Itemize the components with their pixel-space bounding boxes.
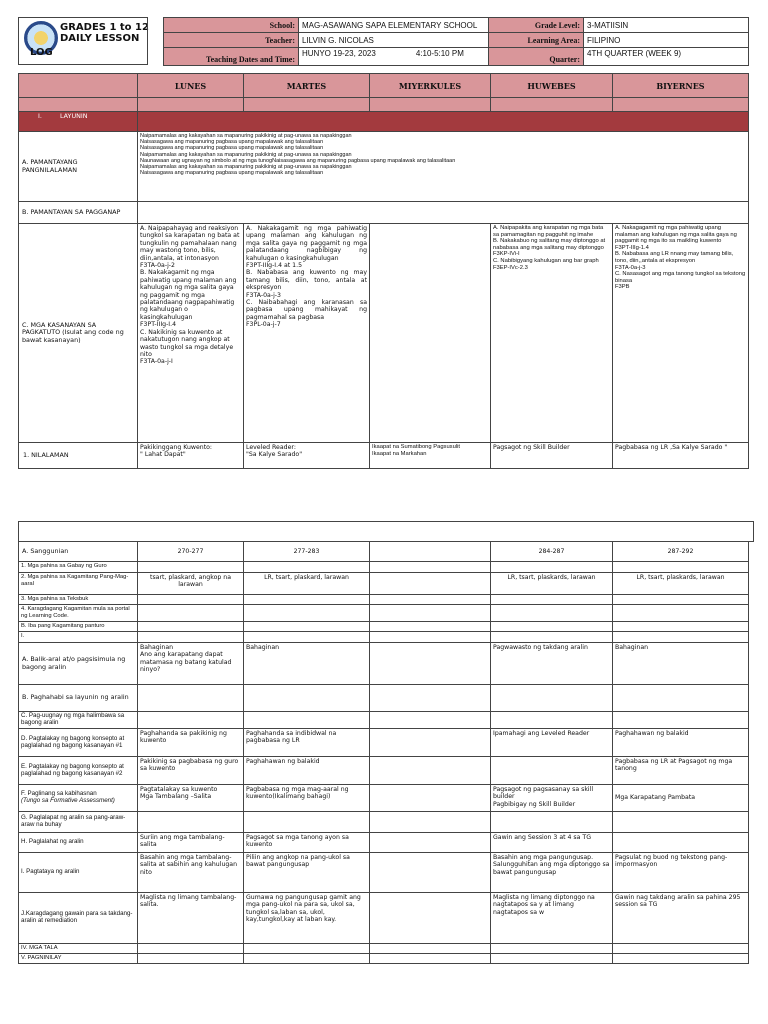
resource-biyernes: LR, tsart, plaskards, larawan <box>613 573 749 595</box>
sanggunian-miyerkules <box>370 542 491 562</box>
title-line-2: DAILY LESSON <box>60 33 140 44</box>
procedure-biyernes: Paghahawan ng balakid <box>613 729 749 757</box>
procedure-lunes: Suriin ang mga tambalang-salita <box>138 833 244 853</box>
resource-cell <box>491 562 613 573</box>
title-line-1: GRADES 1 to 12 <box>60 22 149 33</box>
sanggunian-label: A. Sanggunian <box>19 542 138 562</box>
procedure-label: E. Pagtalakay ng bagong konsepto at paglalahad ng bagong kasanayan #2 <box>19 757 138 785</box>
procedure-lunes: Maglista ng limang tambalang-salita. <box>138 893 244 944</box>
header-info-table <box>163 17 749 66</box>
kasanayan-biyernes <box>613 224 749 443</box>
procedure-martes: Gumawa ng pangungusap gamit ang mga pang-ukol na para sa, ukol sa, tungkol sa,laban sa, ukol, kay,tungkol,kay at laban kay. <box>244 893 370 944</box>
standard-line: Naunawaan ang ugnayan ng simbolo at ng mga tunogNaisasagawa ang mapanuring pagbasa upang mapalawak ang talasalitaan <box>140 157 456 164</box>
pamantayan-pagganap-label: B. PAMANTAYAN SA PAGGANAP <box>19 202 138 224</box>
layunin-label: LAYUNIN <box>59 112 88 120</box>
grade-value: 3-MATIISIN <box>584 18 749 33</box>
kasanayan-lunes <box>138 224 244 443</box>
resource-lunes: tsart, plaskard, angkop na larawan <box>138 573 244 595</box>
quarter-value: 4TH QUARTER (WEEK 9) <box>584 48 749 66</box>
nilalaman-martes <box>244 443 370 469</box>
resource-huwebes: LR, tsart, plaskards, larawan <box>491 573 613 595</box>
kasanayan-huwebes <box>491 224 613 443</box>
procedure-label-text: F. Paglinang sa kabihasnan <box>21 790 97 798</box>
procedure-label: H. Paglalahat ng aralin <box>19 833 138 853</box>
standard-line: Naisasagawa ang mapanuring pagbasa upang mapalawak ang talasalitaan <box>140 139 324 146</box>
procedure-martes: Paghahanda sa indibidwal na pagbabasa ng LR <box>244 729 370 757</box>
resource-cell <box>138 562 244 573</box>
nilalaman-miyerkules <box>370 443 491 469</box>
nilalaman-lunes-text: Pakikinggang Kuwento: " Lahat Dapat" <box>140 444 212 459</box>
procedure-huwebes: Basahin ang mga pangungusap. Salungguhitan ang mga diptonggo sa bawat pangungusap <box>491 853 613 893</box>
area-label: Learning Area: <box>489 33 584 48</box>
area-value: FILIPINO <box>584 33 749 48</box>
nilalaman-miyerkules-text: Ikaapat na Sumatibong Pagsusulit Ikaapat na Markahan <box>372 444 460 457</box>
day-header-huwebes: HUWEBES <box>491 74 613 98</box>
kasanayan-note: (Isulat ang code ng bawat kasanayan) <box>22 328 124 344</box>
day-header-lunes: LUNES <box>138 74 244 98</box>
kasanayan-biyernes-text: A. Nakagagamit ng mga pahiwatig upang malaman ang kahulugan ng mga salita gaya ng paggamit ng mga ito sa maikling kuwento F3PT-IIIg-1.4 B. Nababasa ang LR nnang may tamang bilis, tono, diin,,antala at ekspresyon F3TA-0a-j-3 C. Nasasagot ang mga tanong tungkol sa tekstong binasa F3PB <box>615 225 746 291</box>
day-header-martes: MARTES <box>244 74 370 98</box>
time-text: 4:10-5:10 PM <box>415 49 464 58</box>
procedure-biyernes: Pagbabasa ng LR at Pagsagot ng mga tanong <box>613 757 749 785</box>
nilalaman-lunes <box>138 443 244 469</box>
teacher-value: LILVIN G. NICOLAS <box>299 33 489 48</box>
sanggunian-biyernes: 287-292 <box>613 542 749 562</box>
nilalaman-huwebes-text: Pagsagot ng Skill Builder <box>493 444 570 451</box>
resource-cell <box>370 562 491 573</box>
resource-martes: LR, tsart, plaskard, larawan <box>244 573 370 595</box>
procedure-huwebes <box>491 643 613 685</box>
blank-row <box>19 522 754 542</box>
kasanayan-lunes-text: A. Naipapahayag and reaksiyon tungkol sa karapatan ng bata at tungkulin ng pamahalaan nang may wastong tono, bilis, diin,antala, at intonasyon F3TA-0a-j-2 B. Nakakagamit ng mga pahiwatig upang malaman ang kahulugan ng mga salita gaya ng paggamit ng mga palatandaang nagpapahiwatig ng kahulugan o kasingkahulugan F3PT-IIIg-I.4 C. Nakikinig sa kuwento at nakatutugon nang angkop at wasto tungkol sa mga detalye nito F3TA-0a-j-I <box>140 225 240 366</box>
nilalaman-martes-text: Leveled Reader: "Sa Kalye Sarado" <box>246 444 303 459</box>
procedure-label <box>19 785 138 812</box>
procedure-label: B. Paghahabi sa layunin ng aralin <box>19 685 138 712</box>
objectives-table <box>18 73 754 469</box>
school-value: MAG-ASAWANG SAPA ELEMENTARY SCHOOL <box>299 18 489 33</box>
kasanayan-martes <box>244 224 370 443</box>
procedure-biyernes <box>613 643 749 685</box>
procedure-label: G. Paglalapat ng aralin sa pang-araw-araw na buhay <box>19 812 138 833</box>
procedure-label: C. Pag-uugnay ng mga halimbawa sa bagong aralin <box>19 712 138 729</box>
resource-label: 1. Mga pahina sa Gabay ng Guro <box>19 562 138 573</box>
title-line-3: LOG <box>30 47 53 58</box>
kasanayan-label <box>19 224 138 443</box>
procedure-label-italic: (Tungo sa Formative Assessment) <box>21 797 115 804</box>
resource-label: 4. Karagdagang Kagamitan mula sa portal ng Learning Code. <box>19 605 138 622</box>
mga-tala-label: IV. MGA TALA <box>19 944 138 954</box>
procedure-lunes: Pakikinig sa pagbabasa ng guro sa kuwento <box>138 757 244 785</box>
nilalaman-huwebes <box>491 443 613 469</box>
dates-value <box>299 48 489 66</box>
nilalaman-biyernes-text: Pagbabasa ng LR ,Sa Kalye Sarado " <box>615 444 728 451</box>
procedure-text: Pagtatalakay sa kuwento Mga Tambalang –Salita <box>140 786 218 801</box>
procedure-label: I. Pagtataya ng aralin <box>19 853 138 893</box>
procedure-martes <box>244 643 370 685</box>
sanggunian-huwebes: 284-287 <box>491 542 613 562</box>
procedure-label: A. Balik-aral at/o pagsisimula ng bagong aralin <box>19 643 138 685</box>
resource-miyerkules <box>370 573 491 595</box>
resource-label: 2. Mga pahina sa Kagamitang Pang-Mag-aaral <box>19 573 138 595</box>
procedure-text: Pagwawasto ng takdang aralin <box>493 644 588 651</box>
standard-line: Naipamamalas ang kakayahan sa mapanuring pakikinig at pag-unawa sa napakinggan <box>140 151 352 158</box>
procedure-text: Pagsagot ng pagsasanay sa skill builder Pagbibigay ng Skill Builder <box>493 786 594 808</box>
nilalaman-biyernes <box>613 443 749 469</box>
day-header-biyernes: BIYERNES <box>613 74 749 98</box>
kasanayan-martes-text: A. Nakakagamit ng mga pahiwatig upang malaman ang kahulugan ng mga salita gaya ng paggamit ng mga palatandaang nagbibigay ng kahulugan o kasingkahulugan F3PT-IIIg-I.4 at 1.5 B. Nababasa ang kuwento ng may tamang bilis, diin, tono, antala at ekspresyon F3TA-0a-j-3 C. Naibabahagi ang karanasan sa pagbasa upang mahikayat ng pagmamahal sa pagbasa F3PL-0a-j-7 <box>246 225 367 329</box>
dates-label: Teaching Dates and Time: <box>164 48 299 66</box>
resource-label: B. Iba pang Kagamitang panturo <box>19 622 138 632</box>
procedure-text: Bahaginan Ano ang karapatang dapat matamasa ng batang katulad ninyo? <box>140 644 232 674</box>
resource-cell <box>613 562 749 573</box>
kasanayan-miyerkules <box>370 224 491 443</box>
quarter-label: Quarter: <box>489 48 584 66</box>
standard-line: Naipamamalas ang kakayahan sa mapanuring pakikinig at pag-unawa sa napakinggan <box>140 164 352 171</box>
procedure-label: D. Pagtalakay ng bagong konsepto at paglalahad ng bagong kasanayan #1 <box>19 729 138 757</box>
procedure-martes: Pagsagot sa mga tanong ayon sa kuwento <box>244 833 370 853</box>
pagninilay-label: V. PAGNINILAY <box>19 954 138 964</box>
procedure-text: Bahaginan <box>246 644 280 651</box>
layunin-num: I. <box>38 112 42 120</box>
procedure-text: Bahaginan <box>615 644 649 651</box>
standard-line: Naipamamalas ang kakayahan sa mapanuring pakikinig at pag-unawa sa napakinggan <box>140 133 352 139</box>
roman-i-label: I. <box>19 632 138 643</box>
logo-box <box>18 17 148 65</box>
teacher-label: Teacher: <box>164 33 299 48</box>
procedure-martes: Pagbabasa ng mga mag-aaral ng kuwento(Ikalimang bahagi) <box>244 785 370 812</box>
school-label: School: <box>164 18 299 33</box>
procedure-biyernes: Gawin nag takdang aralin sa pahina 295 session sa TG <box>613 893 749 944</box>
resource-label: 3. Mga pahina sa Teksbuk <box>19 595 138 605</box>
day-header-miyerkules: MIYERKULES <box>370 74 491 98</box>
procedure-lunes: Paghahanda sa pakikinig ng kuwento <box>138 729 244 757</box>
procedures-table <box>18 521 754 964</box>
kasanayan-title: C. MGA KASANAYAN SA PAGKATUTO <box>22 320 97 337</box>
procedure-lunes <box>138 643 244 685</box>
procedure-huwebes: Ipamahagi ang Leveled Reader <box>491 729 613 757</box>
procedure-huwebes: Maglista ng limang diptonggo na nagtatapos sa y at limang nagtatapos sa w <box>491 893 613 944</box>
procedure-martes: Paghahawan ng balakid <box>244 757 370 785</box>
procedure-miyerkules <box>370 643 491 685</box>
standard-line: Naisasagawa ang mapanuring pagbasa upang mapalawak ang talasalitaan <box>140 170 324 177</box>
grade-label: Grade Level: <box>489 18 584 33</box>
layunin-heading <box>19 112 138 132</box>
standard-line: Naisasagawa ang mapanuring pagbasa upang mapalawak ang talasalitaan <box>140 145 324 152</box>
sanggunian-martes: 277-283 <box>244 542 370 562</box>
procedure-huwebes: Gawin ang Session 3 at 4 sa TG <box>491 833 613 853</box>
procedure-biyernes: Mga Karapatang Pambata <box>613 785 749 812</box>
dates-text: HUNYO 19-23, 2023 <box>302 49 376 58</box>
kasanayan-huwebes-text: A. Naipapakita ang karapatan ng mga bata sa pamamagitan ng pagguhit ng imahe B. Nakakabuo ng salitang may diptonggo at nababasa ang mga salitang may diptonggo F3KP-IVi-I C. Nabibigyang kahulugan ang bar graph F3EP-IVc-2.3 <box>493 225 606 271</box>
procedure-lunes <box>138 785 244 812</box>
resource-cell <box>244 562 370 573</box>
pamantayang-pangnilalaman-content <box>138 132 749 202</box>
procedure-lunes: Basahin ang mga tambalang-salita at sabihin ang kahulugan nito <box>138 853 244 893</box>
pamantayang-pangnilalaman-label: A. PAMANTAYANG PANGNILALAMAN <box>19 132 138 202</box>
procedure-label: J.Karagdagang gawain para sa takdang-aralin at remediation <box>19 893 138 944</box>
procedure-martes: Piliin ang angkop na pang-ukol sa bawat pangungusap <box>244 853 370 893</box>
nilalaman-label: 1. NILALAMAN <box>19 443 138 469</box>
procedure-huwebes <box>491 785 613 812</box>
pamantayan-pagganap-content <box>138 202 749 224</box>
sanggunian-lunes: 270-277 <box>138 542 244 562</box>
procedure-biyernes: Pagsulat ng buod ng tekstong pang-impormasyon <box>613 853 749 893</box>
